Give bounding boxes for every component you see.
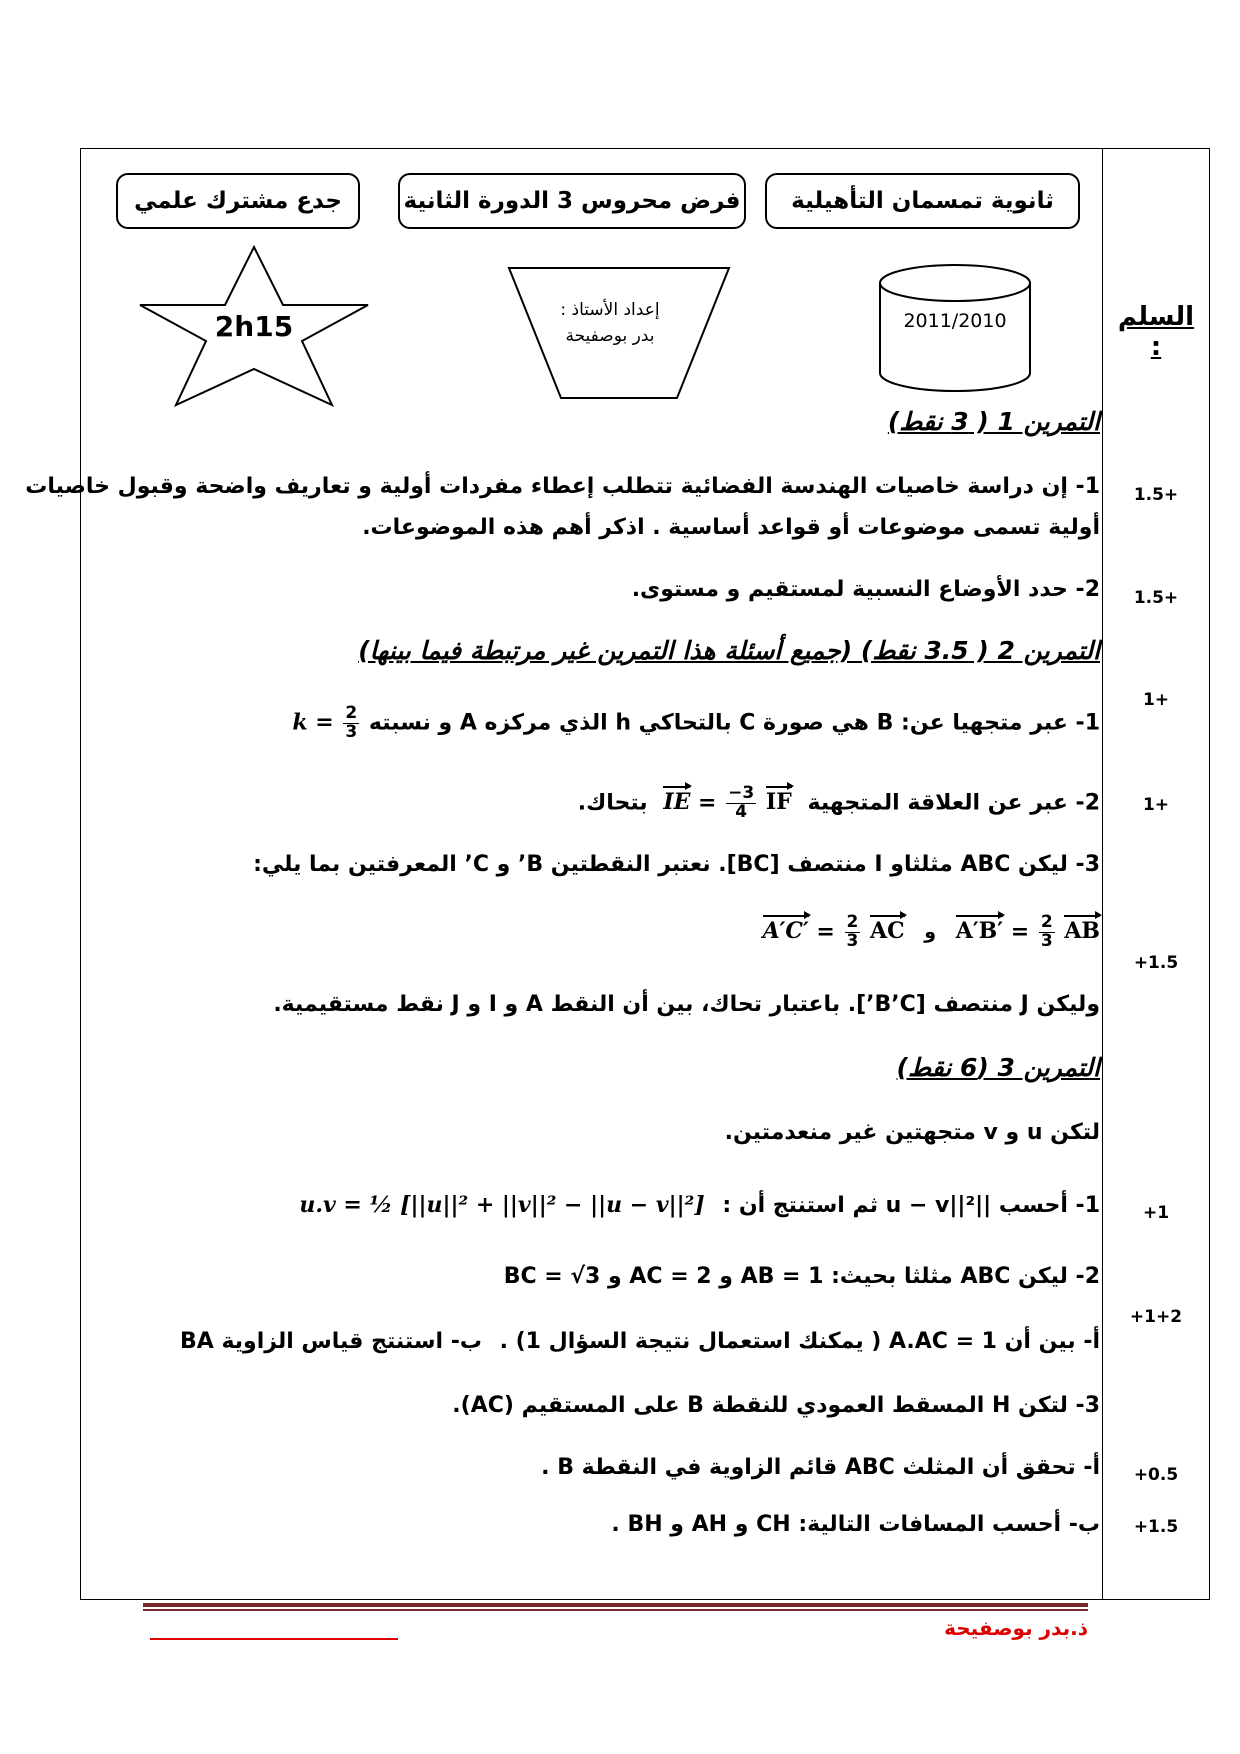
relation-ac: A′C′ = $\frac{2}{3}$ AC (762, 912, 905, 951)
and-word: و (924, 921, 937, 944)
scale-label: السلم : (1117, 302, 1195, 362)
ex3-q3b: ب- أحسب المسافات التالية: CH و AH و BH . (611, 1512, 1100, 1537)
exam-duration: 2h15 (214, 310, 294, 343)
score-ex2-q2: 1+ (1142, 795, 1170, 815)
ex2-q1-ratio (292, 705, 361, 742)
school-name: ثانوية تمسمان التأهيلية (791, 188, 1054, 214)
footer-author: ذ.بدر بوصفيحة (944, 1616, 1088, 1640)
scale-column-divider (1102, 148, 1103, 1600)
ex3-q2b: ب- استنتج قياس الزاوية BA (180, 1329, 482, 1354)
footer-rule-thick (143, 1603, 1088, 1607)
ex3-q1 (299, 1192, 1100, 1218)
ex1-q1-line1: 1- إن دراسة خاصيات الهندسة الفضائية تتطلب إعطاء مفردات أولية و تعاريف واضحة وقبول خاصيات (25, 474, 1100, 499)
score-ex1-q2: 1.5+ (1133, 588, 1179, 608)
ex2-q1 (292, 705, 1100, 742)
score-ex2-q1: 1+ (1142, 690, 1170, 710)
ex3-q2a: أ- بين أن A.AC = 1 ( يمكنك استعمال نتيجة السؤال 1) . (499, 1329, 1100, 1354)
exam-title-box (398, 173, 746, 229)
ex2-q3-line3: وليكن J منتصف [B’C’]. باعتبار تحاك، بين أن النقط A و I و J نقط مستقيمية. (273, 992, 1100, 1017)
fraction-2-3: $\frac{2}{3}$ (345, 703, 358, 742)
ex2-q2-relation: IE = $\frac{-3}{4}$ IF (663, 783, 792, 822)
author-name: بدر بوصفيحة (565, 326, 655, 346)
ex2-q2-text: 2- عبر عن العلاقة المتجهية (807, 790, 1100, 816)
score-ex3-q1: +1 (1142, 1203, 1170, 1223)
score-ex1-q1: 1.5+ (1133, 485, 1179, 505)
school-name-box (765, 173, 1080, 229)
ex1-q1-line2: أولية تسمى موضوعات أو قواعد أساسية . اذكر أهم هذه الموضوعات. (362, 515, 1100, 540)
ratio-k: k = (292, 709, 334, 736)
score-ex3-q2: +1+2 (1129, 1307, 1183, 1327)
exercise-2-title: التمرين 2 ( 3.5 نقط) (جميع أسئلة هذا التمرين غير مرتبطة فيما بينها) (358, 636, 1100, 665)
exercise-3-title: التمرين 3 (6 نقط) (896, 1053, 1100, 1082)
ex3-q2: 2- ليكن ABC مثلثا بحيث: AB = 1 و AC = 2 و BC = √3 (503, 1264, 1100, 1289)
ex3-intro: لتكن u و v متجهتين غير منعدمتين. (724, 1120, 1100, 1145)
ex2-q2-end: بتحاك. (577, 790, 648, 816)
exam-title: فرض محروس 3 الدورة الثانية (403, 188, 741, 214)
ex3-q3a: أ- تحقق أن المثلث ABC قائم الزاوية في النقطة B . (541, 1455, 1100, 1480)
level-box (116, 173, 360, 229)
author-label: إعداد الأستاذ : (560, 300, 660, 320)
level-label: جدع مشترك علمي (134, 188, 342, 214)
school-year: 2011/2010 (903, 310, 1007, 332)
footer-rule-thin (143, 1609, 1088, 1611)
ex3-q1-text: 1- أحسب ||u − v||² ثم استنتج أن : (722, 1193, 1100, 1218)
ex1-q2: 2- حدد الأوضاع النسبية لمستقيم و مستوى. (631, 577, 1100, 602)
ex2-q3-line1: 3- ليكن ABC مثلثاو I منتصف [BC]. نعتبر النقطتين B’ و C’ المعرفتين بما يلي: (253, 852, 1100, 877)
footer-red-line (150, 1638, 398, 1640)
score-ex3-q3a: +0.5 (1133, 1465, 1179, 1485)
score-ex2-q3: +1.5 (1133, 953, 1179, 973)
relation-ab: A′B′ = $\frac{2}{3}$ AB (955, 912, 1100, 951)
ex2-q3-relations (763, 914, 1100, 951)
ex2-q2 (578, 785, 1100, 822)
ex2-q1-text: 1- عبر متجهيا عن: B هي صورة C بالتحاكي h الذي مركزه A و نسبته (368, 710, 1100, 736)
ex3-q1-formula: u.v = ½ [||u||² + ||v||² − ||u − v||²] (299, 1192, 705, 1218)
exercise-1-title: التمرين 1 ( 3 نقط) (887, 407, 1100, 436)
score-ex3-q3b: +1.5 (1133, 1517, 1179, 1537)
ex3-q3: 3- لتكن H المسقط العمودي للنقطة B على المستقيم (AC). (452, 1393, 1100, 1418)
